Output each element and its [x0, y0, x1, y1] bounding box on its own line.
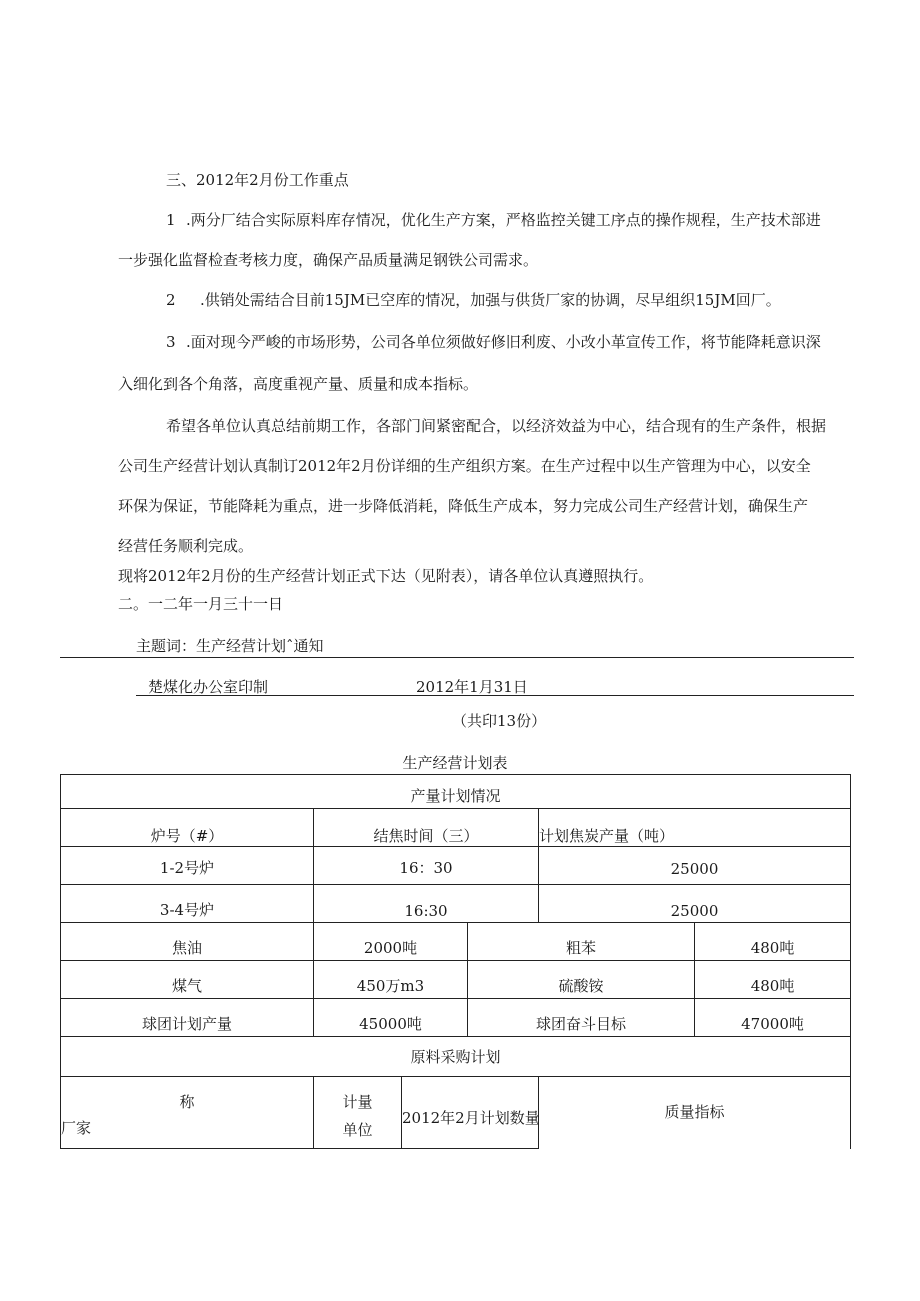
- furnace-row: [61, 885, 851, 923]
- byproduct-name-text: 粗苯: [565, 939, 596, 957]
- subject-line: 主题词：生产经营计划ˆ通知: [136, 637, 324, 655]
- item-3-line-1: .面对现今严峻的市场形势，公司各单位须做好修旧利废、小改小革宣传工作，将节能降耗意识深: [186, 333, 821, 351]
- production-header-text: 产量计划情况: [410, 787, 501, 805]
- byproduct-row: [61, 961, 851, 999]
- furnace-name: [61, 847, 314, 885]
- byproduct-name: [61, 923, 314, 961]
- table-title: 生产经营计划表: [402, 754, 508, 772]
- byproduct-row: [61, 923, 851, 961]
- divider-top: [60, 657, 854, 658]
- paragraph-line-4: 经营任务顺利完成。: [118, 537, 254, 555]
- byproduct-value: [695, 999, 851, 1037]
- col-header-output-text: 计划焦炭产量（吨）: [539, 827, 675, 845]
- item-3-number: 3: [166, 333, 176, 351]
- byproduct-name: [468, 999, 695, 1037]
- byproduct-row: [61, 999, 851, 1037]
- byproduct-value-text: 480吨: [750, 939, 795, 957]
- proc-col-quantity: [402, 1077, 539, 1149]
- production-header: [61, 775, 851, 809]
- byproduct-value: [314, 999, 468, 1037]
- item-1-number: 1: [166, 211, 176, 229]
- byproduct-name-text: 硫酸铵: [558, 977, 604, 995]
- column-header-row: [61, 809, 851, 847]
- byproduct-name-text: 球团奋斗目标: [535, 1015, 626, 1033]
- procurement-header-text: 原料采购计划: [410, 1048, 501, 1066]
- furnace-row: [61, 847, 851, 885]
- production-header-row: [61, 775, 851, 809]
- proc-col-unit-top: 计量: [342, 1093, 373, 1111]
- proc-col-quality-text: 质量指标: [664, 1103, 725, 1121]
- paragraph-line-3: 环保为保证，节能降耗为重点，进一步降低消耗，降低生产成本，努力完成公司生产经营计划，确保生产: [118, 497, 809, 515]
- furnace-time: [314, 885, 539, 923]
- furnace-time-text: 16:30: [404, 902, 448, 920]
- printer-label: 楚煤化办公室印制: [148, 678, 269, 696]
- col-header-furnace-text: 炉号（#）: [150, 827, 224, 845]
- byproduct-name-text: 球团计划产量: [141, 1015, 232, 1033]
- byproduct-name: [61, 999, 314, 1037]
- notice-line: 现将2012年2月份的生产经营计划正式下达（见附表），请各单位认真遵照执行。: [118, 567, 654, 585]
- proc-col-unit-bottom: 单位: [342, 1121, 373, 1139]
- byproduct-value-text: 47000吨: [741, 1015, 804, 1033]
- furnace-name-text: 3-4号炉: [159, 901, 215, 919]
- production-plan-table: [60, 774, 851, 1149]
- procurement-header-row: [61, 1037, 851, 1077]
- byproduct-value-text: 480吨: [750, 977, 795, 995]
- furnace-name-text: 1-2号炉: [159, 859, 215, 877]
- furnace-name: [61, 885, 314, 923]
- byproduct-value: [314, 923, 468, 961]
- proc-col-name-top: 称: [179, 1093, 195, 1111]
- byproduct-value: [314, 961, 468, 999]
- col-header-time-text: 结焦时间（三）: [373, 827, 479, 845]
- proc-col-quantity-text: 2012年2月计划数量: [402, 1109, 540, 1127]
- procurement-header: [61, 1037, 851, 1077]
- furnace-time: [314, 847, 539, 885]
- byproduct-name-text: 焦油: [171, 939, 202, 957]
- byproduct-name: [468, 923, 695, 961]
- byproduct-value-text: 2000吨: [363, 939, 418, 957]
- byproduct-value: [695, 923, 851, 961]
- proc-col-unit: [314, 1077, 402, 1149]
- proc-col-name: [61, 1077, 314, 1149]
- paragraph-line-2: 公司生产经营计划认真制订2012年2月份详细的生产组织方案。在生产过程中以生产管理为中心，以安全: [118, 457, 811, 475]
- print-date: 2012年1月31日: [416, 678, 528, 696]
- byproduct-name: [468, 961, 695, 999]
- item-1-line-2: 一步强化监督检查考核力度，确保产品质量满足钢铁公司需求。: [118, 251, 539, 269]
- item-1-line-1: .两分厂结合实际原料库存情况，优化生产方案，严格监控关键工序点的操作规程，生产技术部进: [186, 211, 821, 229]
- byproduct-name-text: 煤气: [171, 977, 202, 995]
- col-header-furnace: [61, 809, 314, 847]
- furnace-output: [539, 847, 851, 885]
- divider-bottom: [136, 695, 854, 696]
- date-line: 二。一二年一月三十一日: [118, 595, 284, 613]
- copies-count: （共印13份）: [452, 712, 547, 730]
- item-2-number: 2: [166, 291, 176, 309]
- item-2-line-1: .供销处需结合目前15JM已空库的情况，加强与供货厂家的协调，尽早组织15JM回厂。: [200, 291, 781, 309]
- furnace-time-text: 16：30: [399, 859, 453, 877]
- item-3-line-2: 入细化到各个角落，高度重视产量、质量和成本指标。: [118, 375, 479, 393]
- byproduct-value-text: 450万m3: [356, 977, 425, 995]
- furnace-output-text: 25000: [670, 902, 719, 920]
- furnace-output: [539, 885, 851, 923]
- proc-col-quality: [539, 1077, 851, 1149]
- byproduct-name: [61, 961, 314, 999]
- col-header-output: [539, 809, 851, 847]
- col-header-time: [314, 809, 539, 847]
- section-heading: 三、2012年2月份工作重点: [166, 171, 349, 189]
- furnace-output-text: 25000: [670, 860, 719, 878]
- byproduct-value: [695, 961, 851, 999]
- proc-col-name-bottom: 厂家: [61, 1119, 92, 1137]
- byproduct-value-text: 45000吨: [359, 1015, 422, 1033]
- paragraph-line-1: 希望各单位认真总结前期工作，各部门间紧密配合，以经济效益为中心，结合现有的生产条件，根据: [166, 417, 827, 435]
